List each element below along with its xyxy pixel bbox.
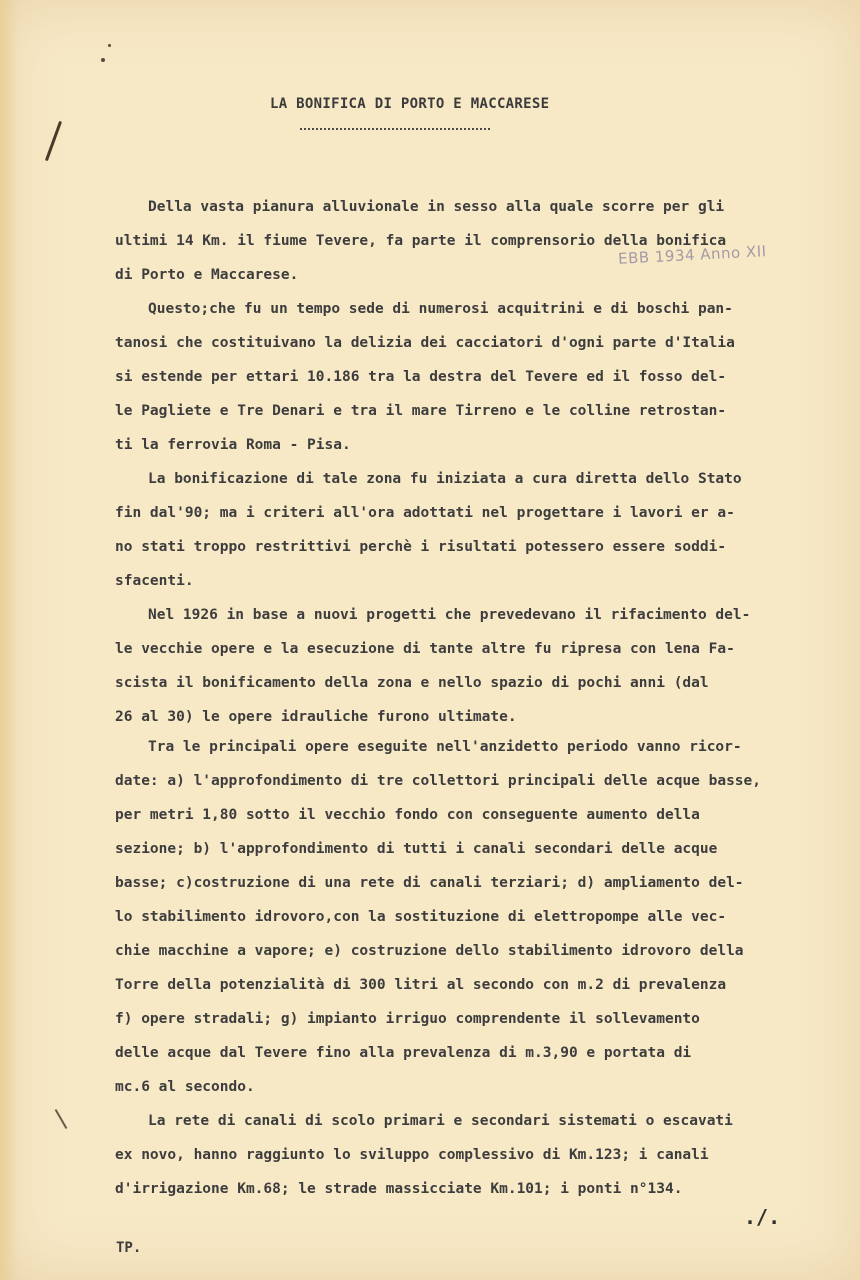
end-mark: ./. [744,1205,781,1229]
paragraph-6 [115,1104,830,1206]
text-line: sfacenti. [115,573,194,589]
pen-mark [45,121,62,161]
paragraph-2 [115,292,830,462]
text-line: mc.6 al secondo. [115,1079,255,1095]
text-line: ti la ferrovia Roma - Pisa. [115,437,351,453]
text-line: f) opere stradali; g) impianto irriguo comprendente il sollevamento [115,1011,700,1027]
paragraph-1 [115,190,830,292]
archive-stamp: EBB 1934 Anno XII [617,242,767,268]
text-line: d'irrigazione Km.68; le strade massicciate Km.101; i ponti n°134. [115,1181,683,1197]
text-line: ultimi 14 Km. il fiume Tevere, fa parte il comprensorio della bonifica [115,233,727,249]
paragraph-5 [115,730,830,1104]
text-line: Questo;che fu un tempo sede di numerosi acquitrini e di boschi pan- [148,301,733,317]
text-line: le vecchie opere e la esecuzione di tante altre fu ripresa con lena Fa- [115,641,735,657]
typist-initials: TP. [116,1240,142,1256]
text-line: Nel 1926 in base a nuovi progetti che prevedevano il rifacimento del- [148,607,751,623]
text-line: 26 al 30) le opere idrauliche furono ultimate. [115,709,517,725]
text-line: delle acque dal Tevere fino alla prevalenza di m.3,90 e portata di [115,1045,692,1061]
text-line: basse; c)costruzione di una rete di canali terziari; d) ampliamento del- [115,875,744,891]
edge-mark [55,1109,68,1129]
text-line: per metri 1,80 sotto il vecchio fondo con conseguente aumento della [115,807,700,823]
text-line: scista il bonificamento della zona e nello spazio di pochi anni (dal [115,675,709,691]
text-line: date: a) l'approfondimento di tre collettori principali delle acque basse, [115,773,762,789]
title-underline [300,128,490,133]
text-line: Della vasta pianura alluvionale in sesso alla quale scorre per gli [148,199,725,215]
document-title: LA BONIFICA DI PORTO E MACCARESE [270,96,550,112]
ink-dot [101,58,105,62]
text-line: La rete di canali di scolo primari e secondari sistemati o escavati [148,1113,733,1129]
text-line: La bonificazione di tale zona fu iniziata a cura diretta dello Stato [148,471,742,487]
text-line: Torre della potenzialità di 300 litri al secondo con m.2 di prevalenza [115,977,727,993]
text-line: si estende per ettari 10.186 tra la destra del Tevere ed il fosso del- [115,369,727,385]
text-line: no stati troppo restrittivi perchè i risultati potessero essere soddi- [115,539,727,555]
text-line: chie macchine a vapore; e) costruzione dello stabilimento idrovoro della [115,943,744,959]
paragraph-4 [115,598,830,734]
ink-dot [108,44,111,47]
text-line: ex novo, hanno raggiunto lo sviluppo complessivo di Km.123; i canali [115,1147,709,1163]
text-line: lo stabilimento idrovoro,con la sostituzione di elettropompe alle vec- [115,909,727,925]
text-line: sezione; b) l'approfondimento di tutti i canali secondari delle acque [115,841,718,857]
text-line: le Pagliete e Tre Denari e tra il mare Tirreno e le colline retrostan- [115,403,727,419]
text-line: tanosi che costituivano la delizia dei cacciatori d'ogni parte d'Italia [115,335,735,351]
paragraph-3 [115,462,830,598]
text-line: di Porto e Maccarese. [115,267,299,283]
text-line: fin dal'90; ma i criteri all'ora adottati nel progettare i lavori er a- [115,505,735,521]
text-line: Tra le principali opere eseguite nell'anzidetto periodo vanno ricor- [148,739,742,755]
